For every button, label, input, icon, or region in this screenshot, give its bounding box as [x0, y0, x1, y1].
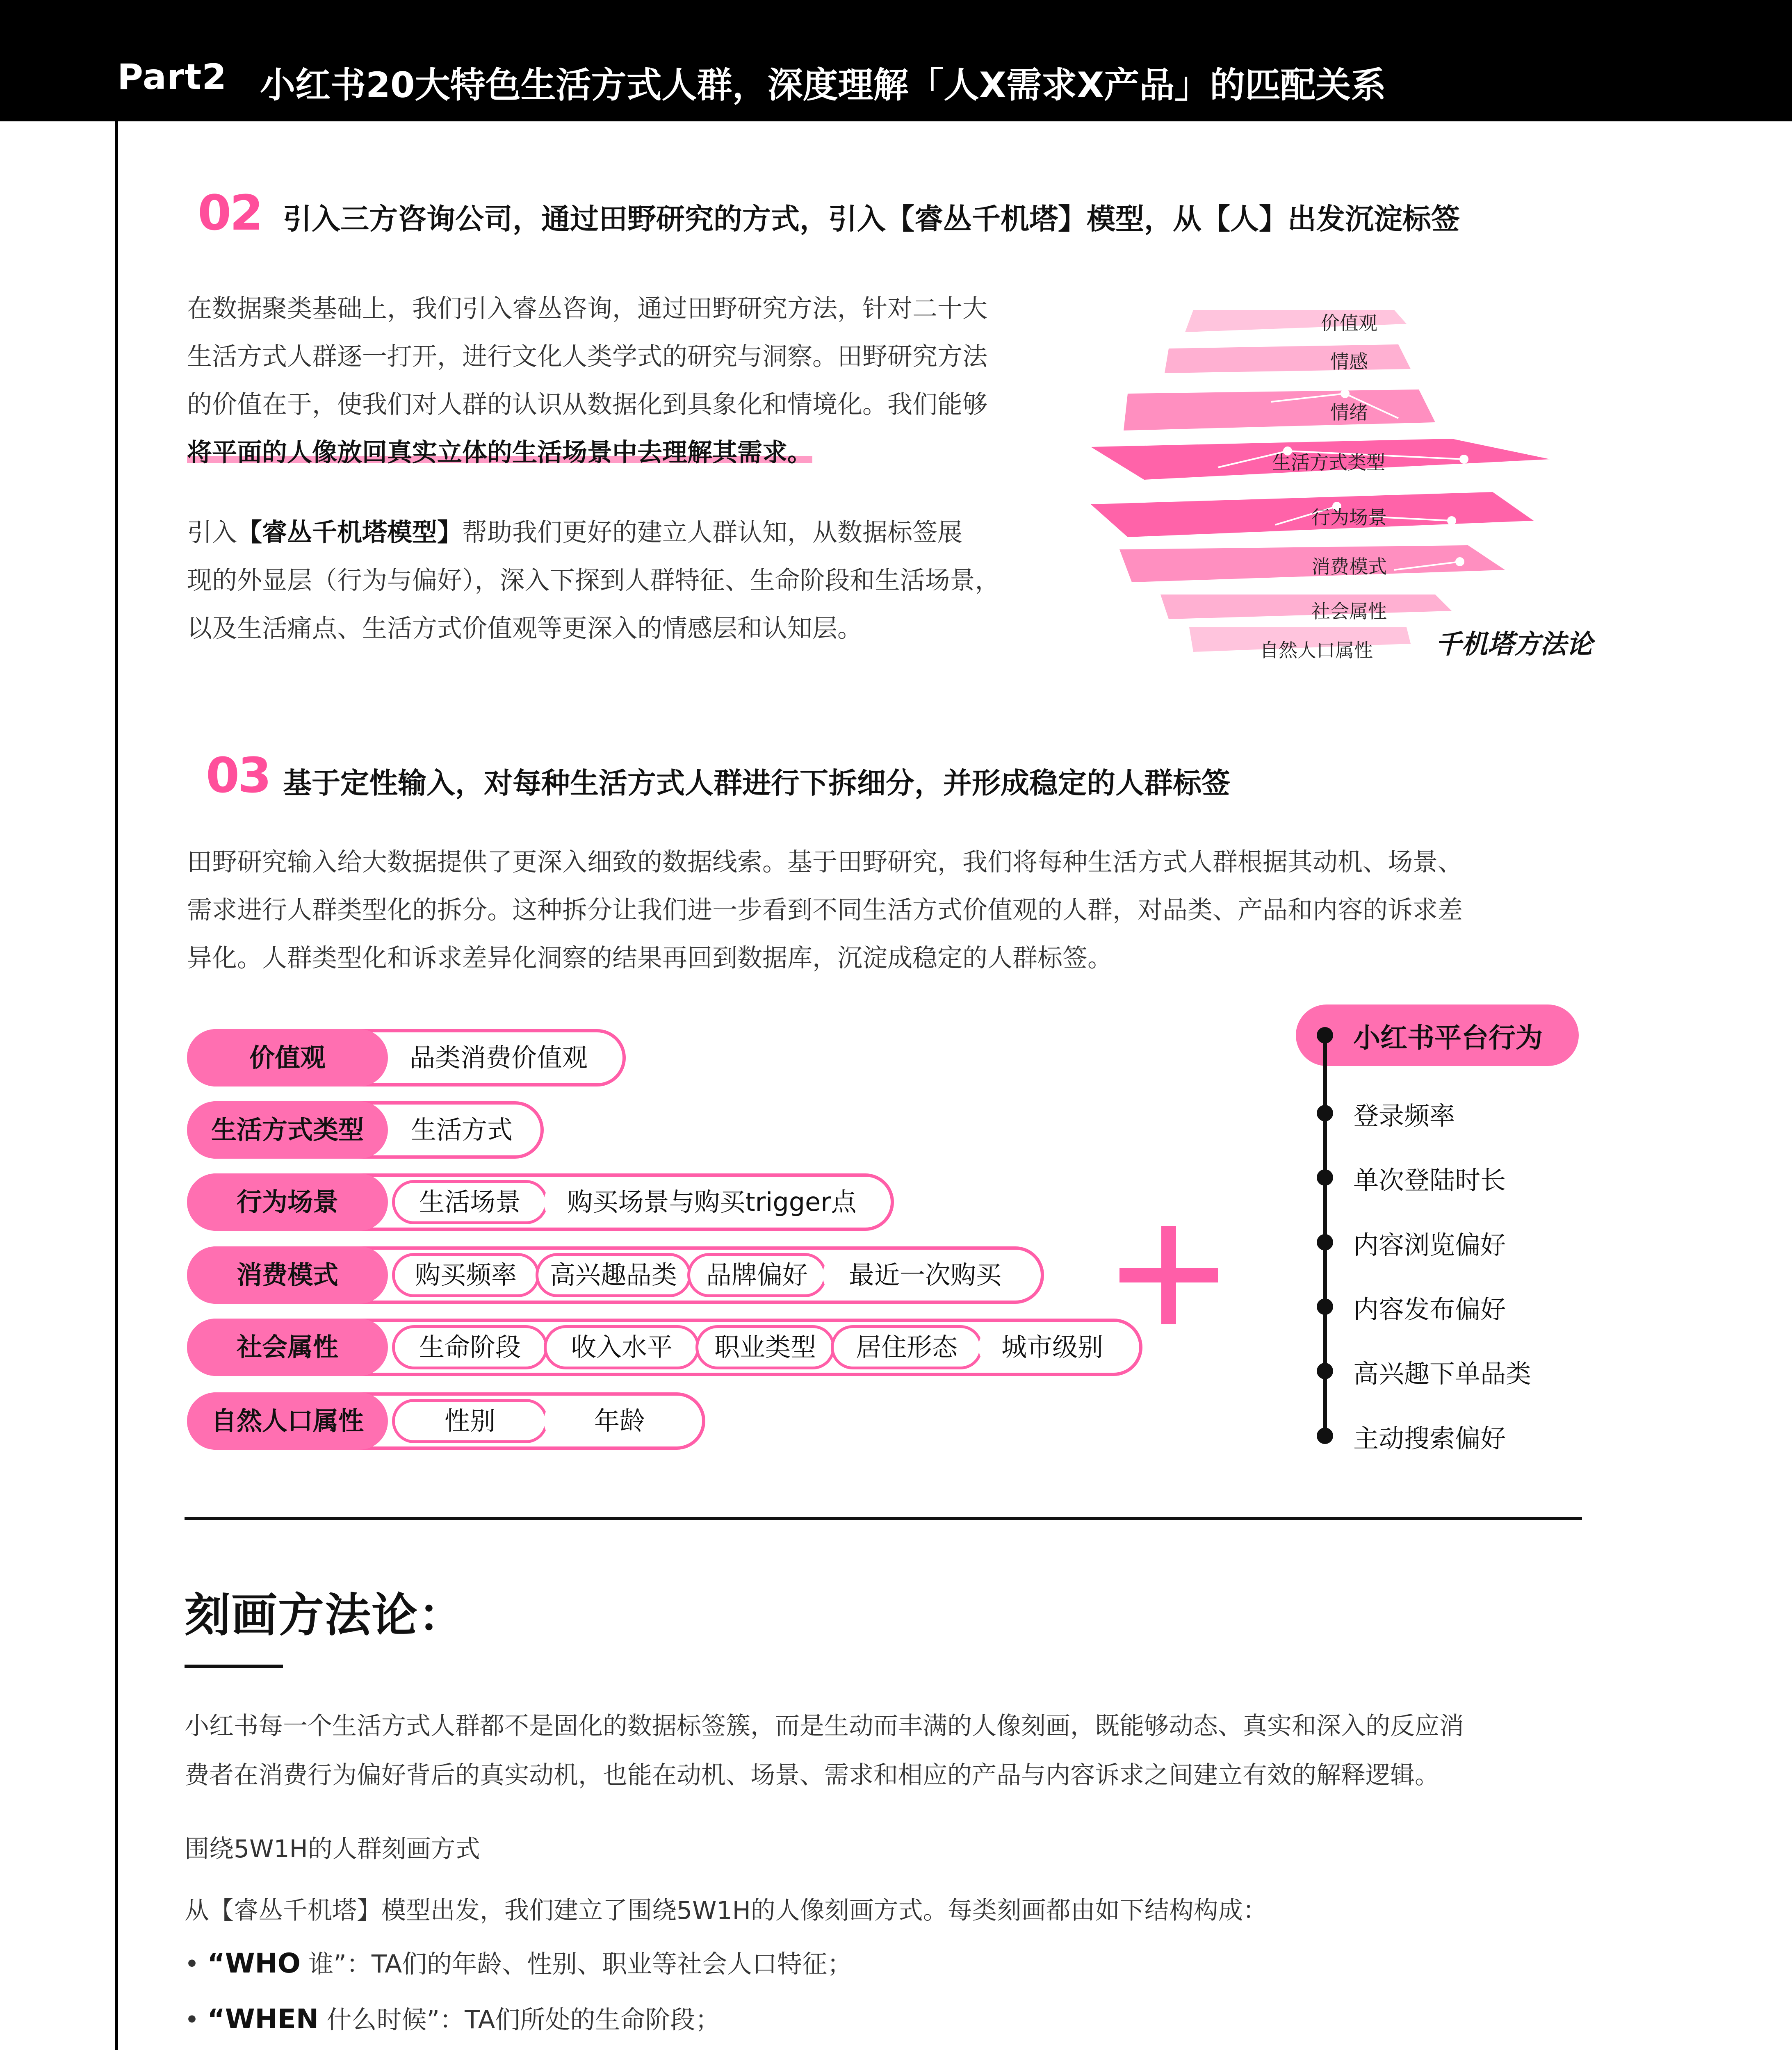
header-title: 小红书20大特色生活方式人群，深度理解「人X需求X产品」的匹配关系: [260, 65, 1386, 106]
tag-item: 生活方式: [392, 1108, 531, 1152]
pyramid-label-lifestyle: 生活方式类型: [1272, 451, 1385, 474]
pyramid-label-behavior: 行为场景: [1311, 506, 1387, 528]
timeline-dot: [1317, 1105, 1333, 1121]
p1-line-2: 生活方式人群逐一打开，进行文化人类学式的研究与洞察。田野研究方法: [187, 342, 988, 371]
timeline-item: 登录频率: [1353, 1101, 1455, 1131]
methodology-intro: [185, 1702, 1620, 1800]
timeline-item: 单次登陆时长: [1353, 1165, 1506, 1195]
tag-item: 品类消费价值观: [392, 1036, 605, 1080]
pyramid-label-social: 社会属性: [1311, 600, 1387, 622]
tag-item: 性别: [392, 1399, 548, 1443]
tag-item: 生命阶段: [392, 1325, 548, 1369]
bullet-when: • “WHEN 什么时候”：TA们所处的生命阶段；: [185, 2003, 720, 2035]
s3-line-1: 田野研究输入给大数据提供了更深入细致的数据线索。基于田野研究，我们将每种生活方式人群根据其动机、场景、: [187, 847, 1463, 877]
section-02-paragraph-1: [187, 285, 1081, 476]
row-head: 消费模式: [187, 1246, 388, 1304]
section-02-paragraph-2: [187, 508, 1081, 652]
row-head: 自然人口属性: [187, 1392, 388, 1450]
s3-line-2: 需求进行人群类型化的拆分。这种拆分让我们进一步看到不同生活方式价值观的人群，对品类、产品和内容的诉求差: [187, 895, 1463, 925]
intro-line-1: 小红书每一个生活方式人群都不是固化的数据标签簇，而是生动而丰满的人像刻画，既能够动态、真实和深入的反应消: [185, 1712, 1464, 1740]
tag-item: 购买场景与购买trigger点: [544, 1180, 880, 1224]
pyramid-label-values: 价值观: [1321, 312, 1377, 334]
tag-item: 年龄: [544, 1399, 695, 1443]
row-head: 生活方式类型: [187, 1101, 388, 1159]
intro-line-2: 费者在消费行为偏好背后的真实动机，也能在动机、场景、需求和相应的产品与内容诉求之间建立有效的解释逻辑。: [185, 1761, 1439, 1790]
methodology-title-underline: [185, 1665, 283, 1668]
tag-item: 品牌偏好: [687, 1253, 827, 1297]
tag-item: 生活场景: [392, 1180, 548, 1224]
pyramid-label-mood: 情绪: [1330, 401, 1368, 424]
tag-item: 最近一次购买: [823, 1253, 1028, 1297]
tag-item: 城市级别: [978, 1325, 1126, 1369]
methodology-lead: 从【睿丛千机塔】模型出发，我们建立了围绕5W1H的人像刻画方式。每类刻画都由如下结构构成：: [185, 1896, 1268, 1925]
methodology-bullets: [185, 1936, 1211, 2050]
p1-line-1: 在数据聚类基础上，我们引入睿丛咨询，通过田野研究方法，针对二十大: [187, 294, 988, 323]
p2-line-2: 现的外显层（行为与偏好），深入下探到人群特征、生命阶段和生活场景，: [187, 566, 1000, 595]
pyramid-label-consumption: 消费模式: [1311, 556, 1387, 578]
pyramid-caption: 千机塔方法论: [1435, 629, 1593, 660]
bullet-why: [185, 2048, 1211, 2050]
section-02-number: 02: [198, 184, 262, 241]
methodology-title: 刻画方法论：: [185, 1589, 465, 1642]
plus-icon-horizontal: [1119, 1268, 1218, 1282]
platform-behavior-title: 小红书平台行为: [1353, 1022, 1543, 1054]
timeline-dot: [1317, 1428, 1333, 1444]
tag-item: 高兴趣品类: [536, 1253, 691, 1297]
timeline-dot: [1317, 1027, 1333, 1043]
timeline-dot: [1317, 1363, 1333, 1379]
tag-item: 购买频率: [392, 1253, 540, 1297]
left-margin-rule: [115, 121, 118, 2050]
section-02-title: 引入三方咨询公司，通过田野研究的方式，引入【睿丛千机塔】模型，从【人】出发沉淀标签: [283, 202, 1460, 236]
timeline-item: 内容浏览偏好: [1353, 1230, 1506, 1260]
pyramid-label-emotion: 情感: [1330, 351, 1368, 373]
header-part-label: Part2: [117, 57, 227, 98]
row-head: 价值观: [187, 1029, 388, 1086]
section-divider: [185, 1517, 1582, 1520]
row-head: 社会属性: [187, 1319, 388, 1376]
timeline-item: 高兴趣下单品类: [1353, 1359, 1532, 1389]
p1-line-3: 的价值在于，使我们对人群的认识从数据化到具象化和情境化。我们能够: [187, 390, 988, 419]
timeline-item: 内容发布偏好: [1353, 1294, 1506, 1324]
section-03-paragraph: [187, 838, 1622, 982]
p2-line-3: 以及生活痛点、生活方式价值观等更深入的情感层和认知层。: [187, 614, 863, 643]
tag-item: 居住形态: [831, 1325, 983, 1369]
p1-highlight: 将平面的人像放回真实立体的生活场景中去理解其需求。: [187, 438, 813, 467]
tag-item: 职业类型: [695, 1325, 835, 1369]
row-head: 行为场景: [187, 1173, 388, 1231]
tag-item: 收入水平: [544, 1325, 700, 1369]
bullet-who: • “WHO 谁”：TA们的年龄、性别、职业等社会人口特征；: [185, 1947, 853, 1979]
section-03-title: 基于定性输入，对每种生活方式人群进行下拆细分，并形成稳定的人群标签: [283, 766, 1230, 800]
methodology-subtitle: 围绕5W1H的人群刻画方式: [185, 1835, 480, 1863]
p2-model-name: 【睿丛千机塔模型】: [237, 518, 463, 547]
p2-line-1-rest: 帮助我们更好的建立人群认知，从数据标签展: [462, 518, 963, 547]
timeline-dot: [1317, 1169, 1333, 1186]
timeline-item: 主动搜索偏好: [1353, 1424, 1506, 1453]
p2-prefix: 引入: [187, 518, 237, 547]
timeline-dot: [1317, 1234, 1333, 1250]
pyramid-label-demographic: 自然人口属性: [1260, 639, 1373, 661]
section-03-number: 03: [206, 747, 270, 804]
timeline-dot: [1317, 1298, 1333, 1315]
s3-line-3: 异化。人群类型化和诉求差异化洞察的结果再回到数据库，沉淀成稳定的人群标签。: [187, 943, 1113, 973]
